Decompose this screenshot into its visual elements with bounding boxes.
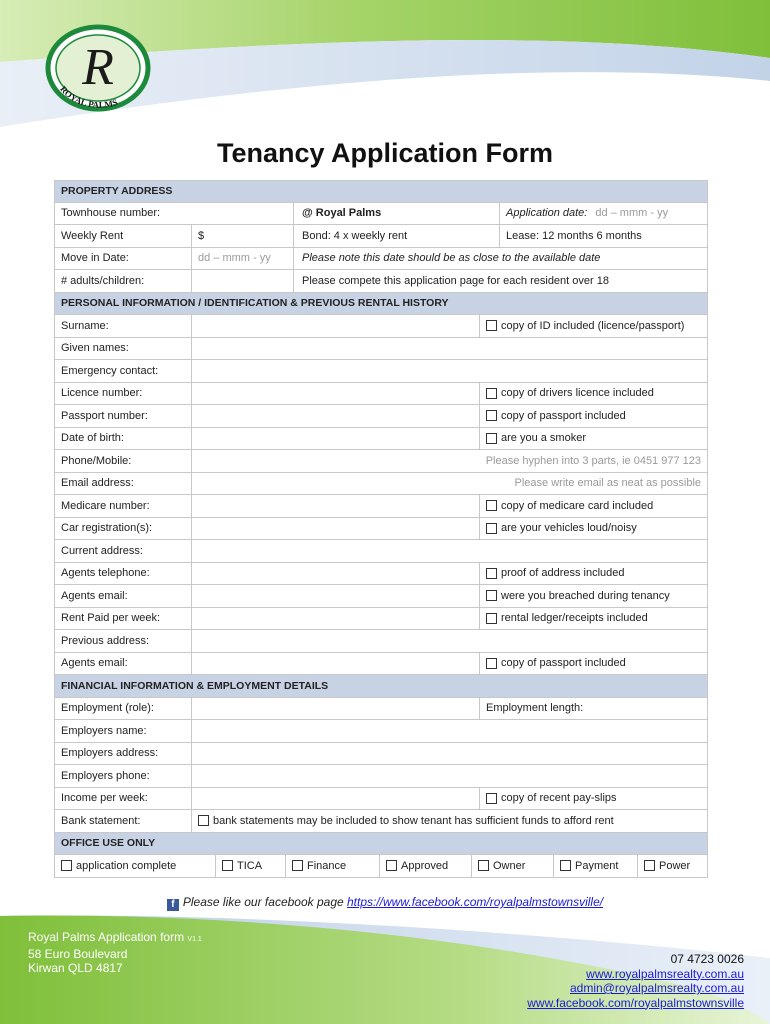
licence-label: Licence number: (61, 387, 143, 400)
agents-email-input[interactable] (191, 585, 479, 607)
employment-length-field[interactable] (479, 698, 709, 720)
checkbox-icon (222, 860, 233, 871)
weekly-rent-field[interactable] (191, 225, 293, 247)
row-email (54, 473, 708, 496)
medicare-input[interactable] (191, 495, 479, 517)
row-medicare (54, 495, 708, 518)
car-input[interactable] (191, 518, 479, 540)
phone-label: Phone/Mobile: (61, 454, 132, 467)
car-label: Car registration(s): (61, 522, 153, 535)
section-title: PROPERTY ADDRESS (61, 185, 173, 198)
facebook-text: Please like our facebook page (182, 895, 347, 909)
office-check-approved[interactable] (379, 855, 471, 877)
footer-address-line-2: Kirwan QLD 4817 (28, 961, 123, 975)
row-agents-email (54, 585, 708, 608)
previous-address-label: Previous address: (61, 634, 150, 647)
employers-phone-label: Employers phone: (61, 769, 150, 782)
phone-input[interactable]: Please hyphen into 3 parts, ie 0451 977 123 (191, 450, 709, 472)
page-title: Tenancy Application Form (216, 138, 554, 168)
breached-label: were you breached during tenancy (501, 589, 670, 602)
adults-field[interactable] (191, 270, 293, 292)
copy-id-checkbox[interactable] (479, 315, 709, 337)
checkbox-icon (486, 613, 497, 624)
footer-facebook-link[interactable]: www.facebook.com/royalpalmstownsville (527, 995, 744, 1010)
checkbox-icon (644, 860, 655, 871)
bank-statement-note: bank statements may be included to show tenant has sufficient funds to afford rent (213, 814, 614, 827)
given-names-label: Given names: (61, 342, 129, 355)
vehicles-checkbox[interactable] (479, 518, 709, 540)
copy-medicare-label: copy of medicare card included (501, 499, 654, 512)
office-check-owner[interactable] (471, 855, 553, 877)
checkbox-icon (486, 410, 497, 421)
checkbox-icon (292, 860, 303, 871)
move-in-date-field[interactable]: dd – mmm - yy (191, 248, 293, 270)
row-adults (54, 270, 708, 293)
dob-label: Date of birth: (61, 432, 124, 445)
emergency-contact-input[interactable] (191, 360, 709, 382)
vehicles-label: are your vehicles loud/noisy (501, 522, 637, 535)
office-check-label: Power (659, 859, 691, 872)
smoker-checkbox[interactable] (479, 428, 709, 450)
payslips-label: copy of recent pay-slips (501, 792, 617, 805)
move-in-note: Please note this date should be as close to the available date (293, 248, 709, 270)
checkbox-icon (486, 793, 497, 804)
copy-passport-checkbox[interactable] (479, 405, 709, 427)
rent-paid-input[interactable] (191, 608, 479, 630)
copy-passport-label: copy of passport included (501, 409, 626, 422)
dob-input[interactable] (191, 428, 479, 450)
footer-address-block (28, 930, 202, 975)
move-in-label: Move in Date: (61, 252, 129, 265)
royal-palms-logo (42, 22, 154, 114)
footer-address-line-1: 58 Euro Boulevard (28, 947, 128, 961)
office-check-label: Approved (401, 859, 449, 872)
row-car (54, 518, 708, 541)
dollar-sign: $ (198, 229, 205, 242)
email-label: Email address: (61, 477, 134, 490)
checkbox-icon (486, 658, 497, 669)
current-address-label: Current address: (61, 544, 143, 557)
checkbox-icon (61, 860, 72, 871)
checkbox-icon (478, 860, 489, 871)
surname-input[interactable] (191, 315, 479, 337)
passport-input[interactable] (191, 405, 479, 427)
section-financial-information (54, 675, 708, 698)
office-check-label: Payment (575, 859, 619, 872)
application-form (54, 180, 708, 878)
payslips-checkbox[interactable] (479, 788, 709, 810)
row-emergency-contact (54, 360, 708, 383)
row-dob (54, 428, 708, 451)
office-check-application-complete[interactable] (55, 855, 215, 877)
lease-text: Lease: 12 months 6 months (499, 225, 709, 247)
emergency-contact-label: Emergency contact: (61, 364, 159, 377)
row-rent-paid (54, 608, 708, 631)
checkbox-icon (486, 320, 497, 331)
section-title: FINANCIAL INFORMATION & EMPLOYMENT DETAILS (61, 679, 329, 692)
copy-passport-2-checkbox[interactable] (479, 653, 709, 675)
checkbox-icon (486, 590, 497, 601)
smoker-label: are you a smoker (501, 432, 586, 445)
row-agents-email-2 (54, 653, 708, 676)
footer-email-link[interactable]: admin@royalpalmsrealty.com.au (569, 981, 744, 995)
copy-passport-2-label: copy of passport included (501, 657, 626, 670)
footer-contact-block (527, 952, 744, 1010)
application-date-placeholder: dd – mmm - yy (595, 207, 669, 220)
bank-statement-checkbox[interactable] (191, 810, 709, 832)
passport-label: Passport number: (61, 409, 148, 422)
row-employment-role (54, 698, 708, 721)
ledger-label: rental ledger/receipts included (501, 612, 648, 625)
bank-statement-label: Bank statement: (61, 814, 141, 827)
row-employers-name (54, 720, 708, 743)
office-check-finance[interactable] (285, 855, 379, 877)
agents-email-2-label: Agents email: (61, 657, 128, 670)
section-office-use-only (54, 833, 708, 856)
bond-text: Bond: 4 x weekly rent (293, 225, 499, 247)
medicare-label: Medicare number: (61, 499, 150, 512)
checkbox-icon (560, 860, 571, 871)
application-date-field[interactable] (499, 203, 709, 225)
employers-address-label: Employers address: (61, 747, 159, 760)
row-income (54, 788, 708, 811)
agents-email-2-input[interactable] (191, 653, 479, 675)
office-check-label: application complete (76, 859, 177, 872)
footer-form-name: Royal Palms Application form (28, 930, 185, 944)
office-check-payment[interactable] (553, 855, 637, 877)
income-label: Income per week: (61, 792, 148, 805)
proof-address-label: proof of address included (501, 567, 625, 580)
row-agents-telephone (54, 563, 708, 586)
footer-website-link[interactable]: www.royalpalmsrealty.com.au (586, 966, 744, 981)
agents-email-label: Agents email: (61, 589, 128, 602)
employers-address-input[interactable] (191, 743, 709, 765)
office-check-label: TICA (237, 859, 263, 872)
checkbox-icon (486, 388, 497, 399)
checkbox-icon (486, 568, 497, 579)
facebook-icon: f (167, 899, 179, 911)
row-weekly-rent (54, 225, 708, 248)
office-check-power[interactable] (637, 855, 709, 877)
facebook-line (0, 895, 770, 911)
facebook-link[interactable]: https://www.facebook.com/royalpalmstownsville/ (347, 895, 604, 909)
email-input[interactable]: Please write email as neat as possible (191, 473, 709, 495)
logo-ring-text: ROYAL PALMS (58, 83, 119, 110)
surname-label: Surname: (61, 319, 109, 332)
townhouse-label: Townhouse number: (61, 207, 161, 220)
row-phone (54, 450, 708, 473)
employment-role-label: Employment (role): (61, 702, 154, 715)
section-title: PERSONAL INFORMATION / IDENTIFICATION & PREVIOUS RENTAL HISTORY (61, 297, 449, 310)
row-given-names (54, 338, 708, 361)
row-move-in (54, 248, 708, 271)
row-office-checks (54, 855, 708, 878)
row-previous-address (54, 630, 708, 653)
checkbox-icon (386, 860, 397, 871)
row-employers-address (54, 743, 708, 766)
employers-phone-input[interactable] (191, 765, 709, 787)
ledger-checkbox[interactable] (479, 608, 709, 630)
weekly-rent-label: Weekly Rent (61, 229, 124, 242)
employment-role-input[interactable] (191, 698, 479, 720)
agents-telephone-input[interactable] (191, 563, 479, 585)
adults-note: Please compete this application page for each resident over 18 (293, 270, 709, 292)
copy-id-label: copy of ID included (licence/passport) (501, 319, 685, 332)
checkbox-icon (486, 433, 497, 444)
proof-address-checkbox[interactable] (479, 563, 709, 585)
royal-palms-address: @ Royal Palms (293, 203, 499, 225)
row-employers-phone (54, 765, 708, 788)
checkbox-icon (486, 500, 497, 511)
copy-licence-checkbox[interactable] (479, 383, 709, 405)
row-townhouse (54, 203, 708, 226)
section-personal-information (54, 293, 708, 316)
footer-version: V1.1 (187, 936, 202, 943)
income-input[interactable] (191, 788, 479, 810)
employers-name-input[interactable] (191, 720, 709, 742)
section-title: OFFICE USE ONLY (61, 837, 156, 850)
checkbox-icon (486, 523, 497, 534)
application-date-label: Application date: (506, 207, 588, 220)
copy-licence-label: copy of drivers licence included (501, 387, 654, 400)
given-names-input[interactable] (191, 338, 709, 360)
copy-medicare-checkbox[interactable] (479, 495, 709, 517)
office-check-tica[interactable] (215, 855, 285, 877)
adults-label: # adults/children: (61, 274, 145, 287)
office-check-label: Finance (307, 859, 347, 872)
employment-length-label: Employment length: (486, 702, 584, 715)
checkbox-icon (198, 815, 209, 826)
footer-phone: 07 4723 0026 (670, 952, 744, 966)
row-licence (54, 383, 708, 406)
agents-telephone-label: Agents telephone: (61, 567, 150, 580)
logo-letter: R (82, 39, 114, 96)
row-current-address (54, 540, 708, 563)
breached-checkbox[interactable] (479, 585, 709, 607)
previous-address-input[interactable] (191, 630, 709, 652)
current-address-input[interactable] (191, 540, 709, 562)
office-check-label: Owner (493, 859, 526, 872)
employers-name-label: Employers name: (61, 724, 147, 737)
row-surname (54, 315, 708, 338)
section-property-address (54, 180, 708, 203)
licence-input[interactable] (191, 383, 479, 405)
row-bank-statement (54, 810, 708, 833)
row-passport (54, 405, 708, 428)
rent-paid-label: Rent Paid per week: (61, 612, 161, 625)
